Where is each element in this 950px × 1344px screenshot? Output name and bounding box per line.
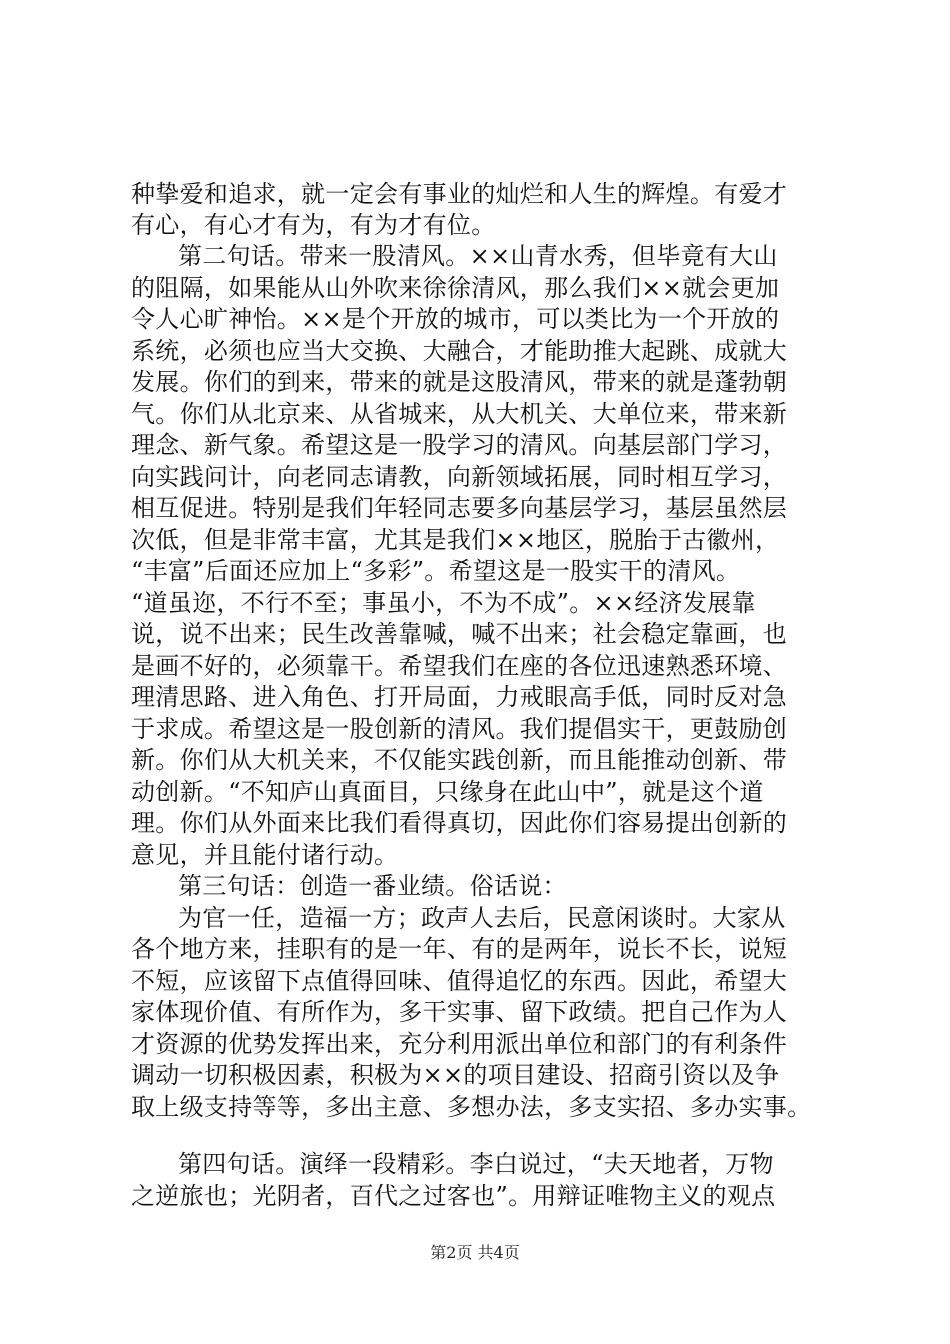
text-line: 系统，必须也应当大交换、大融合，才能助推大起跳、成就大 <box>131 337 788 365</box>
text-line: 理念、新气象。希望这是一股学习的清风。向基层部门学习， <box>131 431 788 459</box>
text-line: 不短，应该留下点值得回味、值得追忆的东西。因此，希望大 <box>131 967 788 995</box>
text-line: 相互促进。特别是我们年轻同志要多向基层学习，基层虽然层 <box>131 494 788 522</box>
paragraph-start-line: 第三句话：创造一番业绩。俗话说： <box>178 872 567 900</box>
text-line: 理清思路、进入角色、打开局面，力戒眼高手低，同时反对急 <box>131 683 788 711</box>
text-line: 令人心旷神怡。××是个开放的城市，可以类比为一个开放的 <box>131 305 780 333</box>
text-line: 之逆旅也；光阴者，百代之过客也”。用辩证唯物主义的观点 <box>131 1182 776 1210</box>
text-line: 有心，有心才有为，有为才有位。 <box>131 211 496 239</box>
text-line: 向实践问计，向老同志请教，向新领域拓展，同时相互学习， <box>131 463 788 491</box>
text-line: 次低，但是非常丰富，尤其是我们××地区，脱胎于古徽州， <box>131 526 780 554</box>
text-line: 意见，并且能付诸行动。 <box>131 841 399 869</box>
text-line: 是画不好的，必须靠干。希望我们在座的各位迅速熟悉环境、 <box>131 652 788 680</box>
text-line: “道虽迩，不行不至；事虽小，不为不成”。××经济发展靠 <box>131 589 756 617</box>
paragraph-start-line: 为官一任，造福一方；政声人去后，民意闲谈时。大家从 <box>178 904 786 932</box>
text-line: “丰富”后面还应加上“多彩”。希望这是一股实干的清风。 <box>131 557 741 585</box>
text-line: 说，说不出来；民生改善靠喊，喊不出来；社会稳定靠画，也 <box>131 620 788 648</box>
paragraph-start-line: 第四句话。演绎一段精彩。李白说过，“夫天地者，万物 <box>178 1150 774 1178</box>
text-line: 气。你们从北京来、从省城来，从大机关、大单位来，带来新 <box>131 400 788 428</box>
paragraph-start-line: 第二句话。带来一股清风。××山青水秀，但毕竟有大山 <box>178 242 778 270</box>
text-line: 各个地方来，挂职有的是一年、有的是两年，说长不长，说短 <box>131 935 788 963</box>
text-line: 取上级支持等等，多出主意、多想办法，多支实招、多办实事。 <box>131 1093 812 1121</box>
text-line: 发展。你们的到来，带来的就是这股清风，带来的就是蓬勃朝 <box>131 368 788 396</box>
text-line: 理。你们从外面来比我们看得真切，因此你们容易提出创新的 <box>131 809 788 837</box>
text-line: 才资源的优势发挥出来，充分利用派出单位和部门的有利条件 <box>131 1030 788 1058</box>
text-line: 的阻隔，如果能从山外吹来徐徐清风，那么我们××就会更加 <box>131 274 780 302</box>
text-line: 动创新。“不知庐山真面目，只缘身在此山中”，就是这个道 <box>131 778 764 806</box>
page-number-footer: 第2页 共4页 <box>430 1243 520 1262</box>
text-line: 家体现价值、有所作为，多干实事、留下政绩。把自己作为人 <box>131 998 788 1026</box>
text-line: 新。你们从大机关来，不仅能实践创新，而且能推动创新、带 <box>131 746 788 774</box>
text-line: 调动一切积极因素，积极为××的项目建设、招商引资以及争 <box>131 1061 780 1089</box>
text-line: 于求成。希望这是一股创新的清风。我们提倡实干，更鼓励创 <box>131 715 788 743</box>
text-line: 种挚爱和追求，就一定会有事业的灿烂和人生的辉煌。有爱才 <box>131 180 788 208</box>
